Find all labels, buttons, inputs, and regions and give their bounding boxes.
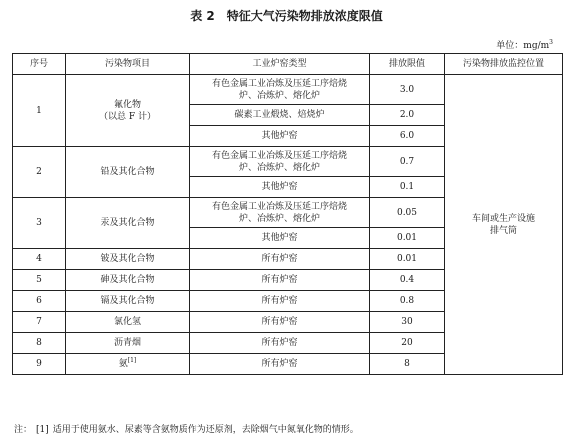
unit-label <box>496 38 553 51</box>
furnace-type <box>190 147 370 177</box>
row-no: 1 <box>13 75 66 147</box>
pollutant-name <box>66 75 190 147</box>
row-no: 4 <box>13 249 66 270</box>
unit-value: mg/m <box>523 41 550 51</box>
emission-limits-table <box>12 53 563 375</box>
header-limit: 排放限值 <box>370 54 445 75</box>
note-ref: [1] <box>36 425 49 435</box>
furnace-type: 其他炉窑 <box>190 228 370 249</box>
furnace-type-line: 有色金属工业冶炼及压延工序焙烧 <box>211 201 347 212</box>
header-furnace-type: 工业炉窑类型 <box>190 54 370 75</box>
furnace-type: 所有炉窑 <box>190 291 370 312</box>
table-header-row <box>13 54 563 75</box>
monitor-location-line: 排气筒 <box>489 225 517 236</box>
pollutant-name: 铅及其化合物 <box>66 147 190 198</box>
note-prefix: 注： <box>14 425 33 435</box>
pollutant-name: 砷及其化合物 <box>66 270 190 291</box>
table-row <box>13 75 563 105</box>
furnace-type: 所有炉窑 <box>190 312 370 333</box>
footnote-ref: [1] <box>127 357 137 364</box>
pollutant-name: 氯化氢 <box>66 312 190 333</box>
table-number: 表 2 <box>190 9 215 23</box>
limit-value: 0.01 <box>370 228 445 249</box>
pollutant-name: 汞及其化合物 <box>66 198 190 249</box>
furnace-type <box>190 198 370 228</box>
limit-value: 30 <box>370 312 445 333</box>
limit-value: 0.7 <box>370 147 445 177</box>
unit-prefix: 单位： <box>496 41 524 51</box>
furnace-type-line: 有色金属工业冶炼及压延工序焙烧 <box>211 78 347 89</box>
note-text: 适用于使用氨水、尿素等含氨物质作为还原剂，去除烟气中氮氧化物的情形。 <box>52 425 359 435</box>
header-no: 序号 <box>13 54 66 75</box>
limit-value: 0.01 <box>370 249 445 270</box>
table-title <box>0 7 573 24</box>
limit-value: 6.0 <box>370 126 445 147</box>
monitor-location <box>445 75 563 375</box>
limit-value: 8 <box>370 354 445 375</box>
furnace-type: 所有炉窑 <box>190 333 370 354</box>
limit-value: 3.0 <box>370 75 445 105</box>
row-no: 8 <box>13 333 66 354</box>
furnace-type: 所有炉窑 <box>190 249 370 270</box>
furnace-type: 所有炉窑 <box>190 270 370 291</box>
row-no: 7 <box>13 312 66 333</box>
pollutant-name <box>66 354 190 375</box>
limit-value: 0.4 <box>370 270 445 291</box>
furnace-type-line: 有色金属工业冶炼及压延工序焙烧 <box>211 150 347 161</box>
row-no: 3 <box>13 198 66 249</box>
table-note <box>14 422 359 435</box>
pollutant-name: 镉及其化合物 <box>66 291 190 312</box>
pollutant-name: 沥青烟 <box>66 333 190 354</box>
furnace-type: 其他炉窑 <box>190 126 370 147</box>
furnace-type: 所有炉窑 <box>190 354 370 375</box>
limit-value: 20 <box>370 333 445 354</box>
unit-superscript: 3 <box>549 39 553 46</box>
monitor-location-line: 车间或生产设施 <box>471 213 535 224</box>
limit-value: 0.8 <box>370 291 445 312</box>
limit-value: 0.05 <box>370 198 445 228</box>
pollutant-line: 氟化物 <box>113 99 141 110</box>
furnace-type: 碳素工业煅烧、焙烧炉 <box>190 105 370 126</box>
furnace-type-line: 炉、冶炼炉、熔化炉 <box>238 162 320 173</box>
pollutant-text: 氨 <box>118 359 128 369</box>
header-monitor-location: 污染物排放监控位置 <box>445 54 563 75</box>
furnace-type <box>190 75 370 105</box>
furnace-type-line: 炉、冶炼炉、熔化炉 <box>238 90 320 101</box>
limit-value: 0.1 <box>370 177 445 198</box>
furnace-type: 其他炉窑 <box>190 177 370 198</box>
row-no: 2 <box>13 147 66 198</box>
row-no: 5 <box>13 270 66 291</box>
pollutant-line: （以总 F 计） <box>99 111 156 122</box>
furnace-type-line: 炉、冶炼炉、熔化炉 <box>238 213 320 224</box>
limit-value: 2.0 <box>370 105 445 126</box>
row-no: 9 <box>13 354 66 375</box>
pollutant-name: 铍及其化合物 <box>66 249 190 270</box>
table-caption: 特征大气污染物排放浓度限值 <box>226 9 383 23</box>
header-pollutant: 污染物项目 <box>66 54 190 75</box>
row-no: 6 <box>13 291 66 312</box>
